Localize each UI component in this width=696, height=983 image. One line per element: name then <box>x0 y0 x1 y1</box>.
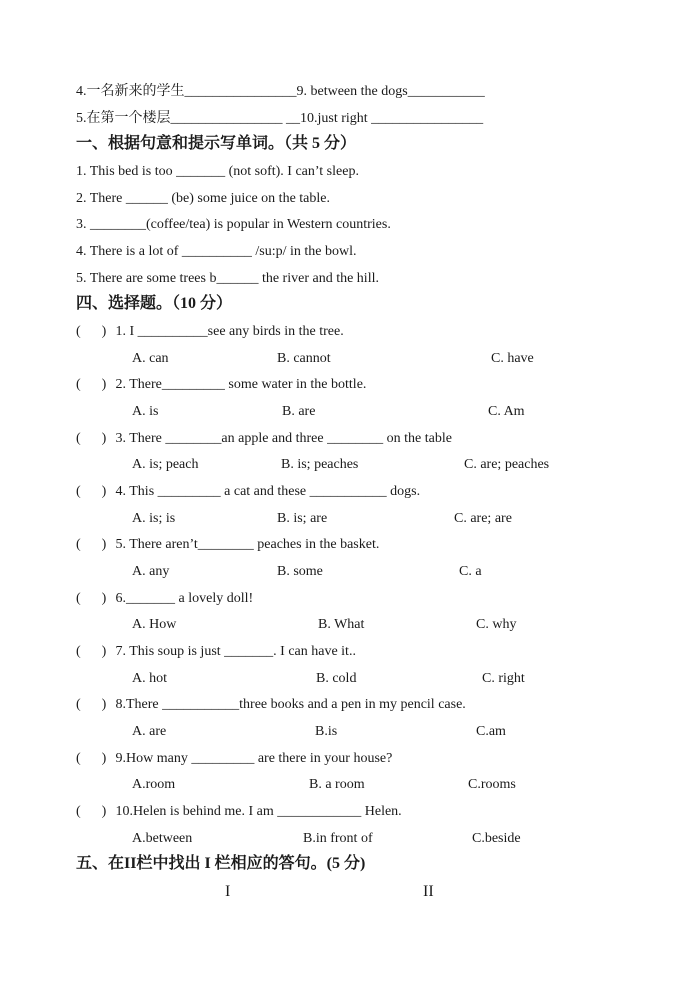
option-a[interactable]: A. any <box>132 564 170 579</box>
option-c[interactable]: C.rooms <box>468 777 516 792</box>
option-c[interactable]: C. Am <box>488 404 525 419</box>
answer-bracket[interactable]: ( ) <box>76 697 107 712</box>
option-a[interactable]: A.room <box>132 777 176 792</box>
option-a[interactable]: A. hot <box>132 671 167 686</box>
question-stem: 2. There_________ some water in the bottle. <box>115 377 367 392</box>
option-a[interactable]: A. can <box>132 351 169 366</box>
option-b[interactable]: B. cannot <box>277 351 331 366</box>
column-2-label: II <box>423 883 434 900</box>
answer-bracket[interactable]: ( ) <box>76 804 107 819</box>
vocab-line-4: 4.一名新来的学生________________9. between the dogs___________ <box>76 84 485 99</box>
fill-item-4: 4. There is a lot of __________ /su:p/ in the bowl. <box>76 244 357 259</box>
vocab-line-5: 5.在第一个楼层________________ __10.just right ________________ <box>76 111 484 126</box>
option-a[interactable]: A. How <box>132 617 177 632</box>
section-5-title: 五、在II栏中找出 I 栏相应的答句。(5 分) <box>76 855 366 872</box>
option-c[interactable]: C. are; are <box>454 511 512 526</box>
option-a[interactable]: A. is <box>132 404 159 419</box>
option-c[interactable]: C. have <box>491 351 534 366</box>
section-4-title: 四、选择题。（10 分） <box>76 295 233 312</box>
option-b[interactable]: B. are <box>282 404 316 419</box>
question-stem: 5. There aren’t________ peaches in the basket. <box>115 537 380 552</box>
question-stem: 1. I __________see any birds in the tree. <box>115 324 344 339</box>
column-1-label: I <box>225 883 231 900</box>
option-b[interactable]: B. some <box>277 564 323 579</box>
option-a[interactable]: A.between <box>132 831 193 846</box>
option-a[interactable]: A. are <box>132 724 167 739</box>
question-stem: 4. This _________ a cat and these ___________ dogs. <box>115 484 421 499</box>
answer-bracket[interactable]: ( ) <box>76 484 107 499</box>
option-a[interactable]: A. is; peach <box>132 457 199 472</box>
question-stem: 7. This soup is just _______. I can have it.. <box>115 644 356 659</box>
fill-item-1: 1. This bed is too _______ (not soft). I can’t sleep. <box>76 164 359 179</box>
option-a[interactable]: A. is; is <box>132 511 176 526</box>
option-c[interactable]: C. a <box>459 564 482 579</box>
section-3-title: 一、根据句意和提示写单词。（共 5 分） <box>76 135 357 152</box>
answer-bracket[interactable]: ( ) <box>76 591 107 606</box>
option-b[interactable]: B.is <box>315 724 338 739</box>
fill-item-3: 3. ________(coffee/tea) is popular in Western countries. <box>76 217 391 232</box>
fill-item-2: 2. There ______ (be) some juice on the table. <box>76 191 330 206</box>
answer-bracket[interactable]: ( ) <box>76 537 107 552</box>
option-b[interactable]: B.in front of <box>303 831 373 846</box>
question-stem: 3. There ________an apple and three ________ on the table <box>115 431 452 446</box>
answer-bracket[interactable]: ( ) <box>76 431 107 446</box>
answer-bracket[interactable]: ( ) <box>76 324 107 339</box>
option-c[interactable]: C. right <box>482 671 525 686</box>
option-b[interactable]: B. is; peaches <box>281 457 359 472</box>
question-stem: 8.There ___________three books and a pen in my pencil case. <box>115 697 466 712</box>
option-b[interactable]: B. a room <box>309 777 365 792</box>
option-c[interactable]: C.beside <box>472 831 521 846</box>
question-stem: 10.Helen is behind me. I am ____________ Helen. <box>115 804 402 819</box>
option-c[interactable]: C.am <box>476 724 506 739</box>
option-c[interactable]: C. why <box>476 617 517 632</box>
option-b[interactable]: B. cold <box>316 671 357 686</box>
option-b[interactable]: B. What <box>318 617 365 632</box>
option-c[interactable]: C. are; peaches <box>464 457 550 472</box>
question-stem: 6._______ a lovely doll! <box>115 591 254 606</box>
answer-bracket[interactable]: ( ) <box>76 751 107 766</box>
answer-bracket[interactable]: ( ) <box>76 644 107 659</box>
fill-item-5: 5. There are some trees b______ the river and the hill. <box>76 271 379 286</box>
answer-bracket[interactable]: ( ) <box>76 377 107 392</box>
question-stem: 9.How many _________ are there in your house? <box>115 751 393 766</box>
option-b[interactable]: B. is; are <box>277 511 328 526</box>
